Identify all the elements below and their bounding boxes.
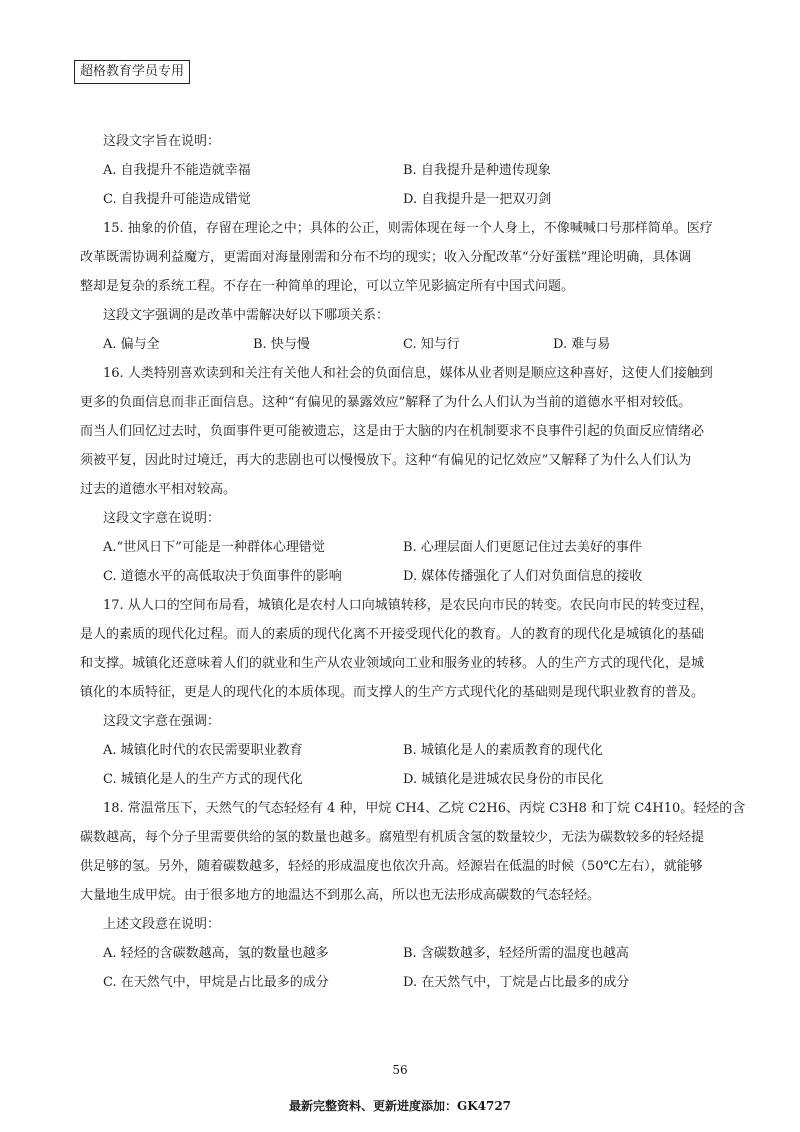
- q16-prompt: 这段文字意在说明：: [103, 511, 221, 526]
- q14-option-d[interactable]: D. 自我提升是一把双刃剑: [403, 192, 552, 207]
- q15-line: 15. 抽象的价值，存留在理论之中；具体的公正，则需体现在每一个人身上，不像喊喊口号那样简单。医疗: [103, 221, 713, 236]
- q17-option-d[interactable]: D. 城镇化是进城农民身份的市民化: [403, 772, 604, 787]
- q18-option-c[interactable]: C. 在天然气中，甲烷是占比最多的成分: [103, 975, 329, 990]
- q16-option-b[interactable]: B. 心理层面人们更愿记住过去美好的事件: [403, 540, 642, 555]
- q17-passage: [80, 596, 713, 703]
- q15-options-row: [103, 335, 703, 355]
- q18-option-b[interactable]: B. 含碳数越多，轻烃所需的温度也越高: [403, 946, 629, 961]
- q17-line: 是人的素质的现代化过程。而人的素质的现代化离不开接受现代化的教育。人的教育的现代化是城镇化的基础: [80, 627, 705, 642]
- q16-option-c[interactable]: C. 道德水平的高低取决于负面事件的影响: [103, 569, 342, 584]
- q17-option-b[interactable]: B. 城镇化是人的素质教育的现代化: [403, 743, 603, 758]
- q16-line: 而当人们回忆过去时，负面事件更可能被遗忘，这是由于大脑的内在机制要求不良事件引起的负面反应情绪必: [80, 424, 705, 439]
- q17-option-a[interactable]: A. 城镇化时代的农民需要职业教育: [103, 743, 303, 758]
- q18-line: 大量地生成甲烷。由于很多地方的地温达不到那么高，所以也无法形成高碳数的气态轻烃。: [80, 888, 601, 903]
- q15-prompt: 这段文字强调的是改革中需解决好以下哪项关系：: [103, 308, 390, 323]
- q14-option-c[interactable]: C. 自我提升可能造成错觉: [103, 192, 251, 207]
- q17-line: 镇化的本质特征，更是人的现代化的本质体现。而支撑人的生产方式现代化的基础则是现代职业教育的普及。: [80, 685, 705, 700]
- q18-prompt: 上述文段意在说明：: [103, 917, 221, 932]
- q16-line: 过去的道德水平相对较高。: [80, 482, 237, 497]
- q16-line: 更多的负面信息而非正面信息。这种“有偏见的暴露效应”解释了为什么人们认为当前的道德水平相对较低。: [80, 395, 692, 410]
- q16-options-row-1: [103, 538, 703, 558]
- q17-option-c[interactable]: C. 城镇化是人的生产方式的现代化: [103, 772, 303, 787]
- footer-note: 最新完整资料、更新进度添加：GK4727: [288, 1099, 512, 1113]
- q15-passage: [80, 219, 713, 297]
- q16-option-d[interactable]: D. 媒体传播强化了人们对负面信息的接收: [403, 569, 643, 584]
- q14-options-row-1: [103, 161, 703, 181]
- q15-option-a[interactable]: A. 偏与全: [103, 337, 160, 352]
- q16-line: 16. 人类特别喜欢读到和关注有关他人和社会的负面信息，媒体从业者则是顺应这种喜好，这使人们接触到: [103, 366, 713, 381]
- q16-line: 须被平复，因此时过境迁，再大的悲剧也可以慢慢放下。这种“有偏见的记忆效应”又解释了为什么人们认为: [80, 453, 692, 468]
- q18-option-a[interactable]: A. 轻烃的含碳数越高，氢的数量也越多: [103, 946, 329, 961]
- q17-line: 17. 从人口的空间布局看，城镇化是农村人口向城镇转移，是农民向市民的转变。农民向市民的转变过程，: [103, 598, 713, 613]
- q17-line: 和支撑。城镇化还意味着人们的就业和生产从农业领域向工业和服务业的转移。人的生产方式的现代化，是城: [80, 656, 705, 671]
- student-only-stamp: 超格教育学员专用: [74, 60, 190, 84]
- q15-option-c[interactable]: C. 知与行: [403, 337, 460, 352]
- q14-option-b[interactable]: B. 自我提升是种遗传现象: [403, 163, 551, 178]
- q16-passage: [80, 364, 713, 500]
- q14-options-row-2: [103, 190, 703, 210]
- q18-option-d[interactable]: D. 在天然气中，丁烷是占比最多的成分: [403, 975, 630, 990]
- q18-options-row-2: [103, 973, 703, 993]
- q18-options-row-1: [103, 944, 703, 964]
- q17-prompt: 这段文字意在强调：: [103, 714, 221, 729]
- q18-line: 碳数越高，每个分子里需要供给的氢的数量也越多。腐殖型有机质含氢的数量较少，无法为碳数较多的轻烃提: [80, 830, 705, 845]
- q15-line: 改革既需协调利益魔方，更需面对海量刚需和分布不均的现实；收入分配改革“分好蛋糕”理论明确，具体调: [80, 250, 692, 265]
- q14-option-a[interactable]: A. 自我提升不能造就幸福: [103, 163, 251, 178]
- q17-options-row-2: [103, 770, 703, 790]
- q16-options-row-2: [103, 567, 703, 587]
- q18-passage: [80, 799, 746, 906]
- q17-options-row-1: [103, 741, 703, 761]
- q16-option-a[interactable]: A.“世风日下”可能是一种群体心理错觉: [103, 540, 325, 555]
- q15-option-d[interactable]: D. 难与易: [553, 337, 611, 352]
- q15-option-b[interactable]: B. 快与慢: [253, 337, 310, 352]
- q18-line: 18. 常温常压下，天然气的气态轻烃有 4 种，甲烷 CH4、乙烷 C2H6、丙烷 C3H8 和丁烷 C4H10。轻烃的含: [103, 801, 746, 816]
- page-content: [80, 132, 746, 993]
- q18-line: 供足够的氢。另外，随着碳数越多，轻烃的形成温度也依次升高。烃源岩在低温的时候（50℃左右），就能够: [80, 859, 703, 874]
- q15-line: 整却是复杂的系统工程。不存在一种简单的理论，可以立竿见影搞定所有中国式问题。: [80, 279, 575, 294]
- q14-prompt: 这段文字旨在说明：: [103, 134, 221, 149]
- page-number: 56: [392, 1063, 408, 1077]
